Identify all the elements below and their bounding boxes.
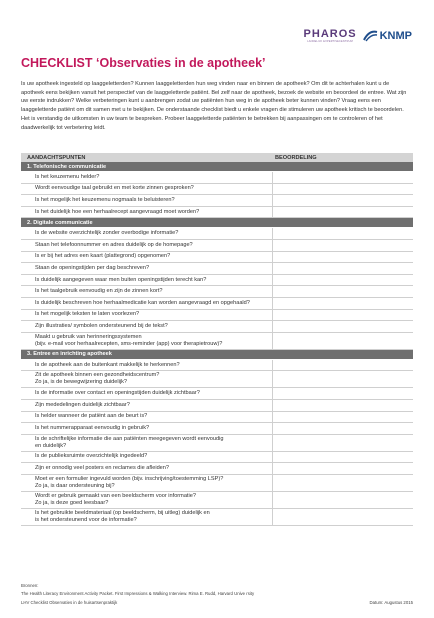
table-row [21, 435, 413, 452]
table-row [21, 252, 413, 264]
footer-document-name: LHV Checklist Observaties in de huisartsenpraktijk [21, 600, 118, 605]
item-text-continued: Zo ja, is deze goed leesbaar? [35, 499, 109, 506]
table-row [21, 286, 413, 298]
table-row [21, 184, 413, 196]
checklist-item [21, 184, 273, 195]
table-body [21, 162, 413, 526]
assessment-cell[interactable] [273, 172, 413, 183]
assessment-cell[interactable] [273, 452, 413, 463]
table-row [21, 195, 413, 207]
assessment-cell[interactable] [273, 275, 413, 286]
assessment-cell[interactable] [273, 310, 413, 321]
pharos-logo [304, 29, 357, 43]
checklist-item [21, 423, 273, 434]
section-header: 3. Entree en inrichting apotheek [21, 350, 413, 360]
checklist-item [21, 452, 273, 463]
item-text: Is de schriftelijke informatie die aan patiënten meegegeven wordt eenvoudig [35, 435, 224, 442]
table-row [21, 388, 413, 400]
assessment-cell[interactable] [273, 195, 413, 206]
table-row [21, 412, 413, 424]
table-row [21, 509, 413, 526]
assessment-cell[interactable] [273, 263, 413, 274]
item-text: Wordt eenvoudige taal gebruikt en met korte zinnen gesproken? [35, 185, 194, 192]
item-text: Is er bij het adres een kaart (plattegrond) opgenomen? [35, 253, 171, 260]
item-text-continued: (bijv. e-mail voor herhaalrecepten, sms-reminder (app) voor therapietrouw)? [35, 340, 223, 347]
assessment-cell[interactable] [273, 492, 413, 508]
item-text: Is het mogelijk teksten te laten voorlezen? [35, 311, 140, 318]
item-text: Is het keuzemenu helder? [35, 173, 100, 180]
item-text: Is de apotheek aan de buitenkant makkelijk te herkennen? [35, 361, 180, 368]
assessment-cell[interactable] [273, 333, 413, 349]
checklist-item [21, 240, 273, 251]
table-row [21, 492, 413, 509]
table-row [21, 207, 413, 219]
assessment-cell[interactable] [273, 463, 413, 474]
table-row [21, 400, 413, 412]
assessment-cell[interactable] [273, 509, 413, 525]
table-row [21, 371, 413, 388]
checklist-item [21, 310, 273, 321]
item-text: Is helder wanneer de patiënt aan de beurt is? [35, 413, 148, 420]
logo-area [304, 26, 412, 46]
page-title: CHECKLIST ‘Observaties in de apotheek’ [21, 56, 266, 70]
assessment-cell[interactable] [273, 435, 413, 451]
item-text: Is duidelijk aangegeven waar men buiten openingstijden terecht kan? [35, 276, 207, 283]
item-text: Staan het telefoonnummer en adres duidelijk op de homepage? [35, 241, 193, 248]
table-row [21, 463, 413, 475]
checklist-item [21, 252, 273, 263]
footer-sources-label: Bronnen: [21, 583, 39, 588]
item-text: Is het duidelijk hoe een herhaalrecept aangevraagd moet worden? [35, 208, 200, 215]
checklist-item [21, 195, 273, 206]
table-row [21, 321, 413, 333]
checklist-item [21, 509, 273, 525]
item-text: Is het mogelijk het keuzemenu nogmaals te beluisteren? [35, 196, 175, 203]
checklist-table [21, 153, 413, 526]
assessment-cell[interactable] [273, 252, 413, 263]
knmp-logo [363, 30, 412, 42]
checklist-item [21, 228, 273, 239]
table-row [21, 360, 413, 372]
item-text-continued: is het ondersteunend voor de informatie? [35, 516, 137, 523]
checklist-item [21, 275, 273, 286]
checklist-item [21, 172, 273, 183]
item-text: Zijn illustraties/ symbolen ondersteunend bij de tekst? [35, 322, 168, 329]
checklist-item [21, 400, 273, 411]
item-text: Zit de apotheek binnen een gezondheidscentrum? [35, 372, 160, 379]
table-row [21, 298, 413, 310]
table-row [21, 228, 413, 240]
checklist-item [21, 286, 273, 297]
checklist-item [21, 333, 273, 349]
item-text-continued: en duidelijk? [35, 442, 67, 449]
checklist-item [21, 263, 273, 274]
assessment-cell[interactable] [273, 321, 413, 332]
assessment-cell[interactable] [273, 184, 413, 195]
intro-paragraph: Is uw apotheek ingesteld op laaggeletterden? Kunnen laaggeletterden hun weg vinden naar en binnen de apotheek? Om dit te achterhalen kunt u de apotheek eens bekijken vanuit het perspectief van de laaggeletterde patiënt. Bel zelf naar de apotheek, bezoek de website en beoordeel de entree. Wat zijn uw eerste indrukken? Welke verbeteringen kunt u aanbrengen zodat uw patiënten hun weg in de apotheek beter kunnen vinden? Vraag eens een laaggeletterde patiënt om dit samen met u te bekijken. De onderstaande checklist biedt u enkele vragen die stimuleren uw apotheek kritisch te beoordelen. Het is verstandig de uitkomsten in uw team te bespreken. Probeer laaggeletterde patiënten te betrekken bij aanpassingen om te controleren of het daadwerkelijk tot verbetering leidt. [21, 81, 407, 131]
table-row [21, 263, 413, 275]
table-row [21, 240, 413, 252]
table-row [21, 275, 413, 287]
table-row [21, 172, 413, 184]
assessment-cell[interactable] [273, 400, 413, 411]
table-row [21, 423, 413, 435]
assessment-cell[interactable] [273, 388, 413, 399]
checklist-item [21, 360, 273, 371]
assessment-cell[interactable] [273, 286, 413, 297]
column-header-beoordeling: BEOORDELING [275, 154, 317, 161]
knmp-wordmark: KNMP [379, 29, 412, 42]
item-text: Is duidelijk beschreven hoe herhaalmedicatie kan worden aangevraagd en opgehaald? [35, 299, 250, 306]
item-text: Zijn er onnodig veel posters en reclames die afleiden? [35, 465, 170, 472]
checklist-item [21, 463, 273, 474]
assessment-cell[interactable] [273, 240, 413, 251]
checklist-item [21, 371, 273, 387]
checklist-item [21, 321, 273, 332]
checklist-item [21, 492, 273, 508]
footer-meta [21, 600, 413, 605]
item-text-continued: Zo ja, is daar ondersteuning bij? [35, 482, 115, 489]
assessment-cell[interactable] [273, 475, 413, 491]
item-text-continued: Zo ja, is de bewegwijzering duidelijk? [35, 379, 128, 386]
assessment-cell[interactable] [273, 360, 413, 371]
column-header-aandachtspunten: AANDACHTSPUNTEN [27, 154, 86, 161]
pharos-subtitle: LANDELIJK EXPERTISECENTRUM [307, 40, 353, 43]
item-text: Is de informatie over contact en openingstijden duidelijk zichtbaar? [35, 390, 200, 397]
assessment-cell[interactable] [273, 371, 413, 387]
assessment-cell[interactable] [273, 298, 413, 309]
assessment-cell[interactable] [273, 412, 413, 423]
item-text: Zijn mededelingen duidelijk zichtbaar? [35, 401, 130, 408]
table-row [21, 333, 413, 350]
checklist-item [21, 298, 273, 309]
table-row [21, 310, 413, 322]
item-text: Moet er een formulier ingevuld worden (bijv. inschrijving/toestemming LSP)? [35, 475, 224, 482]
checklist-item [21, 412, 273, 423]
item-text: Wordt er gebruik gemaakt van een beeldscherm voor informatie? [35, 492, 196, 499]
item-text: Staan de openingstijden per dag beschreven? [35, 264, 150, 271]
section-header: 2. Digitale communicatie [21, 218, 413, 228]
checklist-item [21, 388, 273, 399]
checklist-item [21, 435, 273, 451]
table-header [21, 153, 413, 162]
assessment-cell[interactable] [273, 207, 413, 218]
checklist-item [21, 475, 273, 491]
assessment-cell[interactable] [273, 423, 413, 434]
item-text: Is het nummerapparaat eenvoudig in gebruik? [35, 424, 150, 431]
section-header: 1. Telefonische communicatie [21, 162, 413, 172]
assessment-cell[interactable] [273, 228, 413, 239]
checklist-item [21, 207, 273, 218]
item-text: Maakt u gebruik van herinneringssystemen [35, 333, 142, 340]
item-text: Is de website overzichtelijk zonder overbodige informatie? [35, 230, 179, 237]
item-text: Is het gebruikte beeldmateriaal (op beeldscherm, bij uitleg) duidelijk en [35, 509, 210, 516]
knmp-swoosh-icon [363, 30, 378, 42]
footer-date: Datum: Augustus 2015 [369, 600, 413, 605]
item-text: Is de publieksruimte overzichtelijk ingedeeld? [35, 453, 148, 460]
table-row [21, 475, 413, 492]
table-row [21, 452, 413, 464]
item-text: Is het taalgebruik eenvoudig en zijn de zinnen kort? [35, 288, 163, 295]
pharos-wordmark: PHAROS [303, 28, 357, 40]
footer-source: The Health Literacy Environment Activity Packet. First Impressions & Walking Interview. Rima E. Rudd, Harvard Unive rsity [21, 591, 255, 596]
